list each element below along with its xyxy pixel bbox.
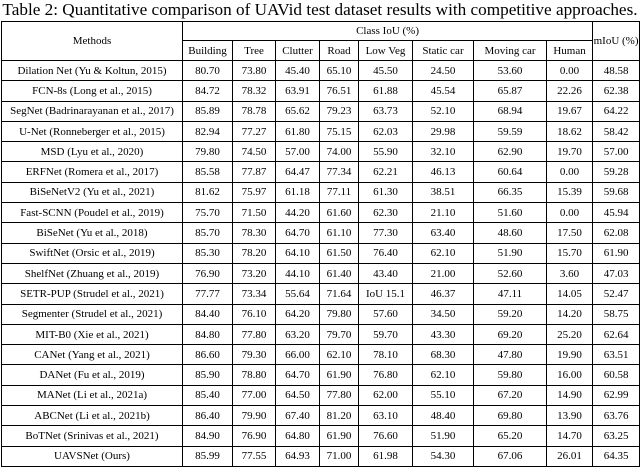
method-cell: UAVSNet (Ours)	[2, 446, 183, 466]
method-cell: BiSeNetV2 (Yu et al., 2021)	[2, 182, 183, 202]
iou-cell: 77.27	[233, 121, 276, 141]
method-cell: SETR-PUP (Strudel et al., 2021)	[2, 284, 183, 304]
miou-cell: 48.58	[593, 61, 640, 81]
iou-cell: 61.50	[320, 243, 359, 263]
miou-cell: 64.22	[593, 101, 640, 121]
iou-cell: 59.70	[359, 324, 413, 344]
iou-cell: 52.60	[474, 263, 547, 283]
method-cell: U-Net (Ronneberger et al., 2015)	[2, 121, 183, 141]
iou-cell: 77.80	[233, 324, 276, 344]
method-cell: BoTNet (Srinivas et al., 2021)	[2, 426, 183, 446]
iou-cell: 84.72	[183, 81, 233, 101]
iou-cell: 24.50	[413, 61, 474, 81]
iou-cell: 85.30	[183, 243, 233, 263]
iou-cell: 62.10	[413, 243, 474, 263]
method-cell: Segmenter (Strudel et al., 2021)	[2, 304, 183, 324]
iou-cell: 77.11	[320, 182, 359, 202]
iou-cell: 44.10	[276, 263, 320, 283]
iou-cell: 79.90	[233, 406, 276, 426]
iou-cell: 64.20	[276, 304, 320, 324]
iou-cell: 48.40	[413, 406, 474, 426]
iou-cell: 59.20	[474, 304, 547, 324]
iou-cell: 84.80	[183, 324, 233, 344]
iou-cell: 77.80	[320, 385, 359, 405]
iou-cell: 78.78	[233, 101, 276, 121]
iou-cell: 21.10	[413, 203, 474, 223]
iou-cell: 77.55	[233, 446, 276, 466]
iou-cell: 61.60	[320, 203, 359, 223]
miou-cell: 62.64	[593, 324, 640, 344]
class-iou-header: Class IoU (%)	[183, 22, 593, 41]
iou-cell: 0.00	[547, 203, 593, 223]
iou-cell: 3.60	[547, 263, 593, 283]
iou-cell: 60.64	[474, 162, 547, 182]
iou-cell: 47.80	[474, 345, 547, 365]
table-row	[2, 284, 640, 304]
iou-cell: 46.37	[413, 284, 474, 304]
method-cell: ShelfNet (Zhuang et al., 2019)	[2, 263, 183, 283]
miou-header: mIoU (%)	[593, 22, 640, 61]
iou-cell: 64.70	[276, 223, 320, 243]
iou-cell: 61.98	[359, 446, 413, 466]
iou-cell: 62.90	[474, 142, 547, 162]
iou-cell: 47.11	[474, 284, 547, 304]
iou-cell: 84.90	[183, 426, 233, 446]
iou-cell: 85.99	[183, 446, 233, 466]
iou-cell: 80.70	[183, 61, 233, 81]
miou-cell: 61.90	[593, 243, 640, 263]
iou-cell: 64.93	[276, 446, 320, 466]
method-cell: FCN-8s (Long et al., 2015)	[2, 81, 183, 101]
iou-cell: 51.60	[474, 203, 547, 223]
class-header: Building	[183, 41, 233, 61]
iou-cell: IoU 15.1	[359, 284, 413, 304]
method-cell: Fast-SCNN (Poudel et al., 2019)	[2, 203, 183, 223]
iou-cell: 55.64	[276, 284, 320, 304]
miou-cell: 58.42	[593, 121, 640, 141]
iou-cell: 19.67	[547, 101, 593, 121]
iou-cell: 34.50	[413, 304, 474, 324]
table-row	[2, 345, 640, 365]
iou-cell: 61.40	[320, 263, 359, 283]
table-caption: Table 2: Quantitative comparison of UAVid test dataset results with competitive approaches.	[2, 0, 638, 19]
iou-cell: 81.62	[183, 182, 233, 202]
iou-cell: 64.47	[276, 162, 320, 182]
iou-cell: 76.60	[359, 426, 413, 446]
iou-cell: 79.80	[320, 304, 359, 324]
iou-cell: 13.90	[547, 406, 593, 426]
iou-cell: 61.10	[320, 223, 359, 243]
iou-cell: 45.50	[359, 61, 413, 81]
table-row	[2, 223, 640, 243]
table-row	[2, 182, 640, 202]
results-table	[1, 21, 640, 467]
miou-cell: 47.03	[593, 263, 640, 283]
iou-cell: 51.90	[474, 243, 547, 263]
iou-cell: 43.30	[413, 324, 474, 344]
iou-cell: 69.80	[474, 406, 547, 426]
table-row	[2, 304, 640, 324]
iou-cell: 68.30	[413, 345, 474, 365]
miou-cell: 62.99	[593, 385, 640, 405]
iou-cell: 63.10	[359, 406, 413, 426]
iou-cell: 52.10	[413, 101, 474, 121]
iou-cell: 78.20	[233, 243, 276, 263]
iou-cell: 0.00	[547, 162, 593, 182]
miou-cell: 58.75	[593, 304, 640, 324]
iou-cell: 74.00	[320, 142, 359, 162]
iou-cell: 32.10	[413, 142, 474, 162]
iou-cell: 45.54	[413, 81, 474, 101]
iou-cell: 59.59	[474, 121, 547, 141]
iou-cell: 86.60	[183, 345, 233, 365]
iou-cell: 65.62	[276, 101, 320, 121]
iou-cell: 73.80	[233, 61, 276, 81]
iou-cell: 86.40	[183, 406, 233, 426]
miou-cell: 62.08	[593, 223, 640, 243]
iou-cell: 55.90	[359, 142, 413, 162]
iou-cell: 57.00	[276, 142, 320, 162]
iou-cell: 82.94	[183, 121, 233, 141]
iou-cell: 79.80	[183, 142, 233, 162]
iou-cell: 14.90	[547, 385, 593, 405]
iou-cell: 75.15	[320, 121, 359, 141]
table-row	[2, 406, 640, 426]
iou-cell: 85.90	[183, 365, 233, 385]
iou-cell: 85.58	[183, 162, 233, 182]
iou-cell: 63.40	[413, 223, 474, 243]
method-cell: BiSeNet (Yu et al., 2018)	[2, 223, 183, 243]
table-row	[2, 243, 640, 263]
iou-cell: 85.40	[183, 385, 233, 405]
iou-cell: 79.70	[320, 324, 359, 344]
iou-cell: 19.90	[547, 345, 593, 365]
iou-cell: 66.00	[276, 345, 320, 365]
iou-cell: 75.97	[233, 182, 276, 202]
table-row	[2, 426, 640, 446]
iou-cell: 26.01	[547, 446, 593, 466]
iou-cell: 18.62	[547, 121, 593, 141]
class-header: Moving car	[474, 41, 547, 61]
class-header: Low Veg	[359, 41, 413, 61]
iou-cell: 14.20	[547, 304, 593, 324]
iou-cell: 67.06	[474, 446, 547, 466]
iou-cell: 77.30	[359, 223, 413, 243]
iou-cell: 45.40	[276, 61, 320, 81]
iou-cell: 76.10	[233, 304, 276, 324]
class-header: Road	[320, 41, 359, 61]
miou-cell: 59.68	[593, 182, 640, 202]
iou-cell: 77.34	[320, 162, 359, 182]
iou-cell: 65.20	[474, 426, 547, 446]
iou-cell: 48.60	[474, 223, 547, 243]
iou-cell: 55.10	[413, 385, 474, 405]
iou-cell: 16.00	[547, 365, 593, 385]
table-row	[2, 263, 640, 283]
iou-cell: 62.21	[359, 162, 413, 182]
miou-cell: 63.51	[593, 345, 640, 365]
table-row	[2, 61, 640, 81]
iou-cell: 79.23	[320, 101, 359, 121]
iou-cell: 62.10	[320, 345, 359, 365]
miou-cell: 57.00	[593, 142, 640, 162]
iou-cell: 76.40	[359, 243, 413, 263]
iou-cell: 77.87	[233, 162, 276, 182]
method-cell: SwiftNet (Orsic et al., 2019)	[2, 243, 183, 263]
iou-cell: 61.90	[320, 426, 359, 446]
iou-cell: 71.50	[233, 203, 276, 223]
iou-cell: 61.90	[320, 365, 359, 385]
method-cell: ERFNet (Romera et al., 2017)	[2, 162, 183, 182]
iou-cell: 59.80	[474, 365, 547, 385]
iou-cell: 43.40	[359, 263, 413, 283]
method-cell: MANet (Li et al., 2021a)	[2, 385, 183, 405]
iou-cell: 67.40	[276, 406, 320, 426]
iou-cell: 61.88	[359, 81, 413, 101]
iou-cell: 65.10	[320, 61, 359, 81]
miou-cell: 64.35	[593, 446, 640, 466]
iou-cell: 85.70	[183, 223, 233, 243]
iou-cell: 78.32	[233, 81, 276, 101]
method-cell: ABCNet (Li et al., 2021b)	[2, 406, 183, 426]
method-cell: MSD (Lyu et al., 2020)	[2, 142, 183, 162]
iou-cell: 62.30	[359, 203, 413, 223]
iou-cell: 62.00	[359, 385, 413, 405]
iou-cell: 14.70	[547, 426, 593, 446]
iou-cell: 0.00	[547, 61, 593, 81]
iou-cell: 44.20	[276, 203, 320, 223]
table-row	[2, 162, 640, 182]
method-cell: MIT-B0 (Xie et al., 2021)	[2, 324, 183, 344]
table-row	[2, 385, 640, 405]
method-cell: SegNet (Badrinarayanan et al., 2017)	[2, 101, 183, 121]
iou-cell: 22.26	[547, 81, 593, 101]
iou-cell: 78.80	[233, 365, 276, 385]
iou-cell: 64.10	[276, 243, 320, 263]
miou-cell: 45.94	[593, 203, 640, 223]
iou-cell: 61.80	[276, 121, 320, 141]
iou-cell: 69.20	[474, 324, 547, 344]
iou-cell: 78.10	[359, 345, 413, 365]
iou-cell: 19.70	[547, 142, 593, 162]
iou-cell: 73.20	[233, 263, 276, 283]
iou-cell: 61.18	[276, 182, 320, 202]
iou-cell: 79.30	[233, 345, 276, 365]
table-row	[2, 203, 640, 223]
methods-header: Methods	[2, 22, 183, 61]
iou-cell: 63.73	[359, 101, 413, 121]
class-header: Clutter	[276, 41, 320, 61]
table-row	[2, 81, 640, 101]
iou-cell: 71.64	[320, 284, 359, 304]
iou-cell: 66.35	[474, 182, 547, 202]
iou-cell: 77.00	[233, 385, 276, 405]
method-cell: Dilation Net (Yu & Koltun, 2015)	[2, 61, 183, 81]
table-row	[2, 142, 640, 162]
iou-cell: 62.03	[359, 121, 413, 141]
class-header: Human	[547, 41, 593, 61]
table-row	[2, 446, 640, 466]
iou-cell: 63.91	[276, 81, 320, 101]
miou-cell: 52.47	[593, 284, 640, 304]
iou-cell: 57.60	[359, 304, 413, 324]
iou-cell: 67.20	[474, 385, 547, 405]
iou-cell: 64.70	[276, 365, 320, 385]
iou-cell: 15.39	[547, 182, 593, 202]
miou-cell: 59.28	[593, 162, 640, 182]
iou-cell: 64.50	[276, 385, 320, 405]
iou-cell: 51.90	[413, 426, 474, 446]
iou-cell: 75.70	[183, 203, 233, 223]
iou-cell: 84.40	[183, 304, 233, 324]
iou-cell: 76.80	[359, 365, 413, 385]
iou-cell: 73.34	[233, 284, 276, 304]
table-row	[2, 101, 640, 121]
iou-cell: 78.30	[233, 223, 276, 243]
iou-cell: 38.51	[413, 182, 474, 202]
table-row	[2, 121, 640, 141]
class-header: Static car	[413, 41, 474, 61]
iou-cell: 64.80	[276, 426, 320, 446]
iou-cell: 63.20	[276, 324, 320, 344]
iou-cell: 76.90	[233, 426, 276, 446]
iou-cell: 14.05	[547, 284, 593, 304]
miou-cell: 60.58	[593, 365, 640, 385]
method-cell: CANet (Yang et al., 2021)	[2, 345, 183, 365]
iou-cell: 68.94	[474, 101, 547, 121]
iou-cell: 81.20	[320, 406, 359, 426]
iou-cell: 61.30	[359, 182, 413, 202]
iou-cell: 85.89	[183, 101, 233, 121]
iou-cell: 71.00	[320, 446, 359, 466]
miou-cell: 63.76	[593, 406, 640, 426]
table-row	[2, 365, 640, 385]
iou-cell: 25.20	[547, 324, 593, 344]
table-row	[2, 324, 640, 344]
iou-cell: 76.51	[320, 81, 359, 101]
miou-cell: 62.38	[593, 81, 640, 101]
iou-cell: 65.87	[474, 81, 547, 101]
iou-cell: 54.30	[413, 446, 474, 466]
class-header: Tree	[233, 41, 276, 61]
iou-cell: 53.60	[474, 61, 547, 81]
iou-cell: 21.00	[413, 263, 474, 283]
iou-cell: 77.77	[183, 284, 233, 304]
iou-cell: 62.10	[413, 365, 474, 385]
iou-cell: 76.90	[183, 263, 233, 283]
iou-cell: 29.98	[413, 121, 474, 141]
iou-cell: 74.50	[233, 142, 276, 162]
iou-cell: 17.50	[547, 223, 593, 243]
iou-cell: 15.70	[547, 243, 593, 263]
method-cell: DANet (Fu et al., 2019)	[2, 365, 183, 385]
miou-cell: 63.25	[593, 426, 640, 446]
iou-cell: 46.13	[413, 162, 474, 182]
